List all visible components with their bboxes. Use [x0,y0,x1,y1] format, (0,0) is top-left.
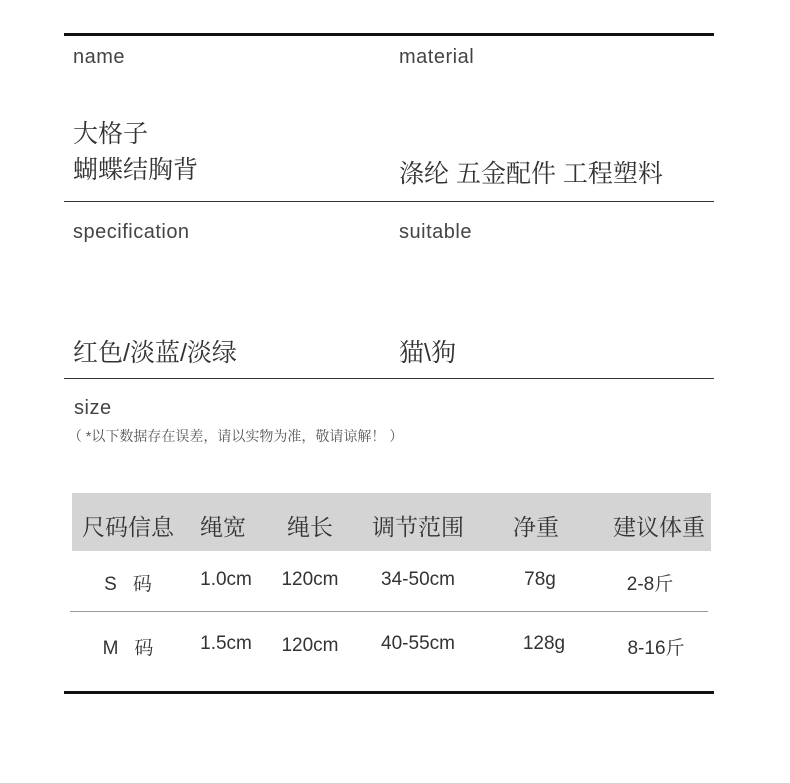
size-note: （ *以下数据存在误差，请以实物为准，敬请谅解！ ） [68,428,404,444]
header-pet-weight: 建议体重 [613,514,705,540]
header-net-weight: 净重 [513,514,559,540]
divider-1 [64,201,714,202]
header-rope-width: 绳宽 [200,514,246,540]
header-adjust-range: 调节范围 [372,514,464,540]
divider-2 [64,378,714,379]
header-size: 尺码信息 [82,514,174,540]
table-row-m-width: 1.5cm [200,633,252,654]
table-row-m-size: M 码 [102,638,154,659]
specification-value: 红色/淡蓝/淡绿 [73,339,237,367]
table-row-m-pet-weight: 8-16斤 [627,638,685,659]
product-name-line-2: 蝴蝶结胸背 [73,156,199,184]
name-label: name [73,46,126,68]
product-name-line-1: 大格子 [73,120,149,148]
table-row-m-length: 120cm [281,635,339,656]
top-rule [64,33,714,36]
table-row-divider [70,611,708,612]
header-rope-length: 绳长 [287,514,333,540]
table-row-m-weight: 128g [522,633,566,654]
table-row-s-pet-weight: 2-8斤 [626,574,674,595]
table-row-s-range: 34-50cm [381,569,455,590]
suitable-value: 猫\狗 [399,339,456,367]
size-label: size [74,397,112,419]
table-row-s-size: S 码 [104,574,152,595]
table-row-s-width: 1.0cm [200,569,252,590]
suitable-label: suitable [399,221,472,243]
material-label: material [399,46,475,68]
table-row-s-weight: 78g [524,569,556,590]
specification-label: specification [73,221,190,243]
table-row-s-length: 120cm [281,569,339,590]
material-value: 涤纶 五金配件 工程塑料 [399,160,663,188]
table-row-m-range: 40-55cm [381,633,455,654]
bottom-rule [64,691,714,694]
